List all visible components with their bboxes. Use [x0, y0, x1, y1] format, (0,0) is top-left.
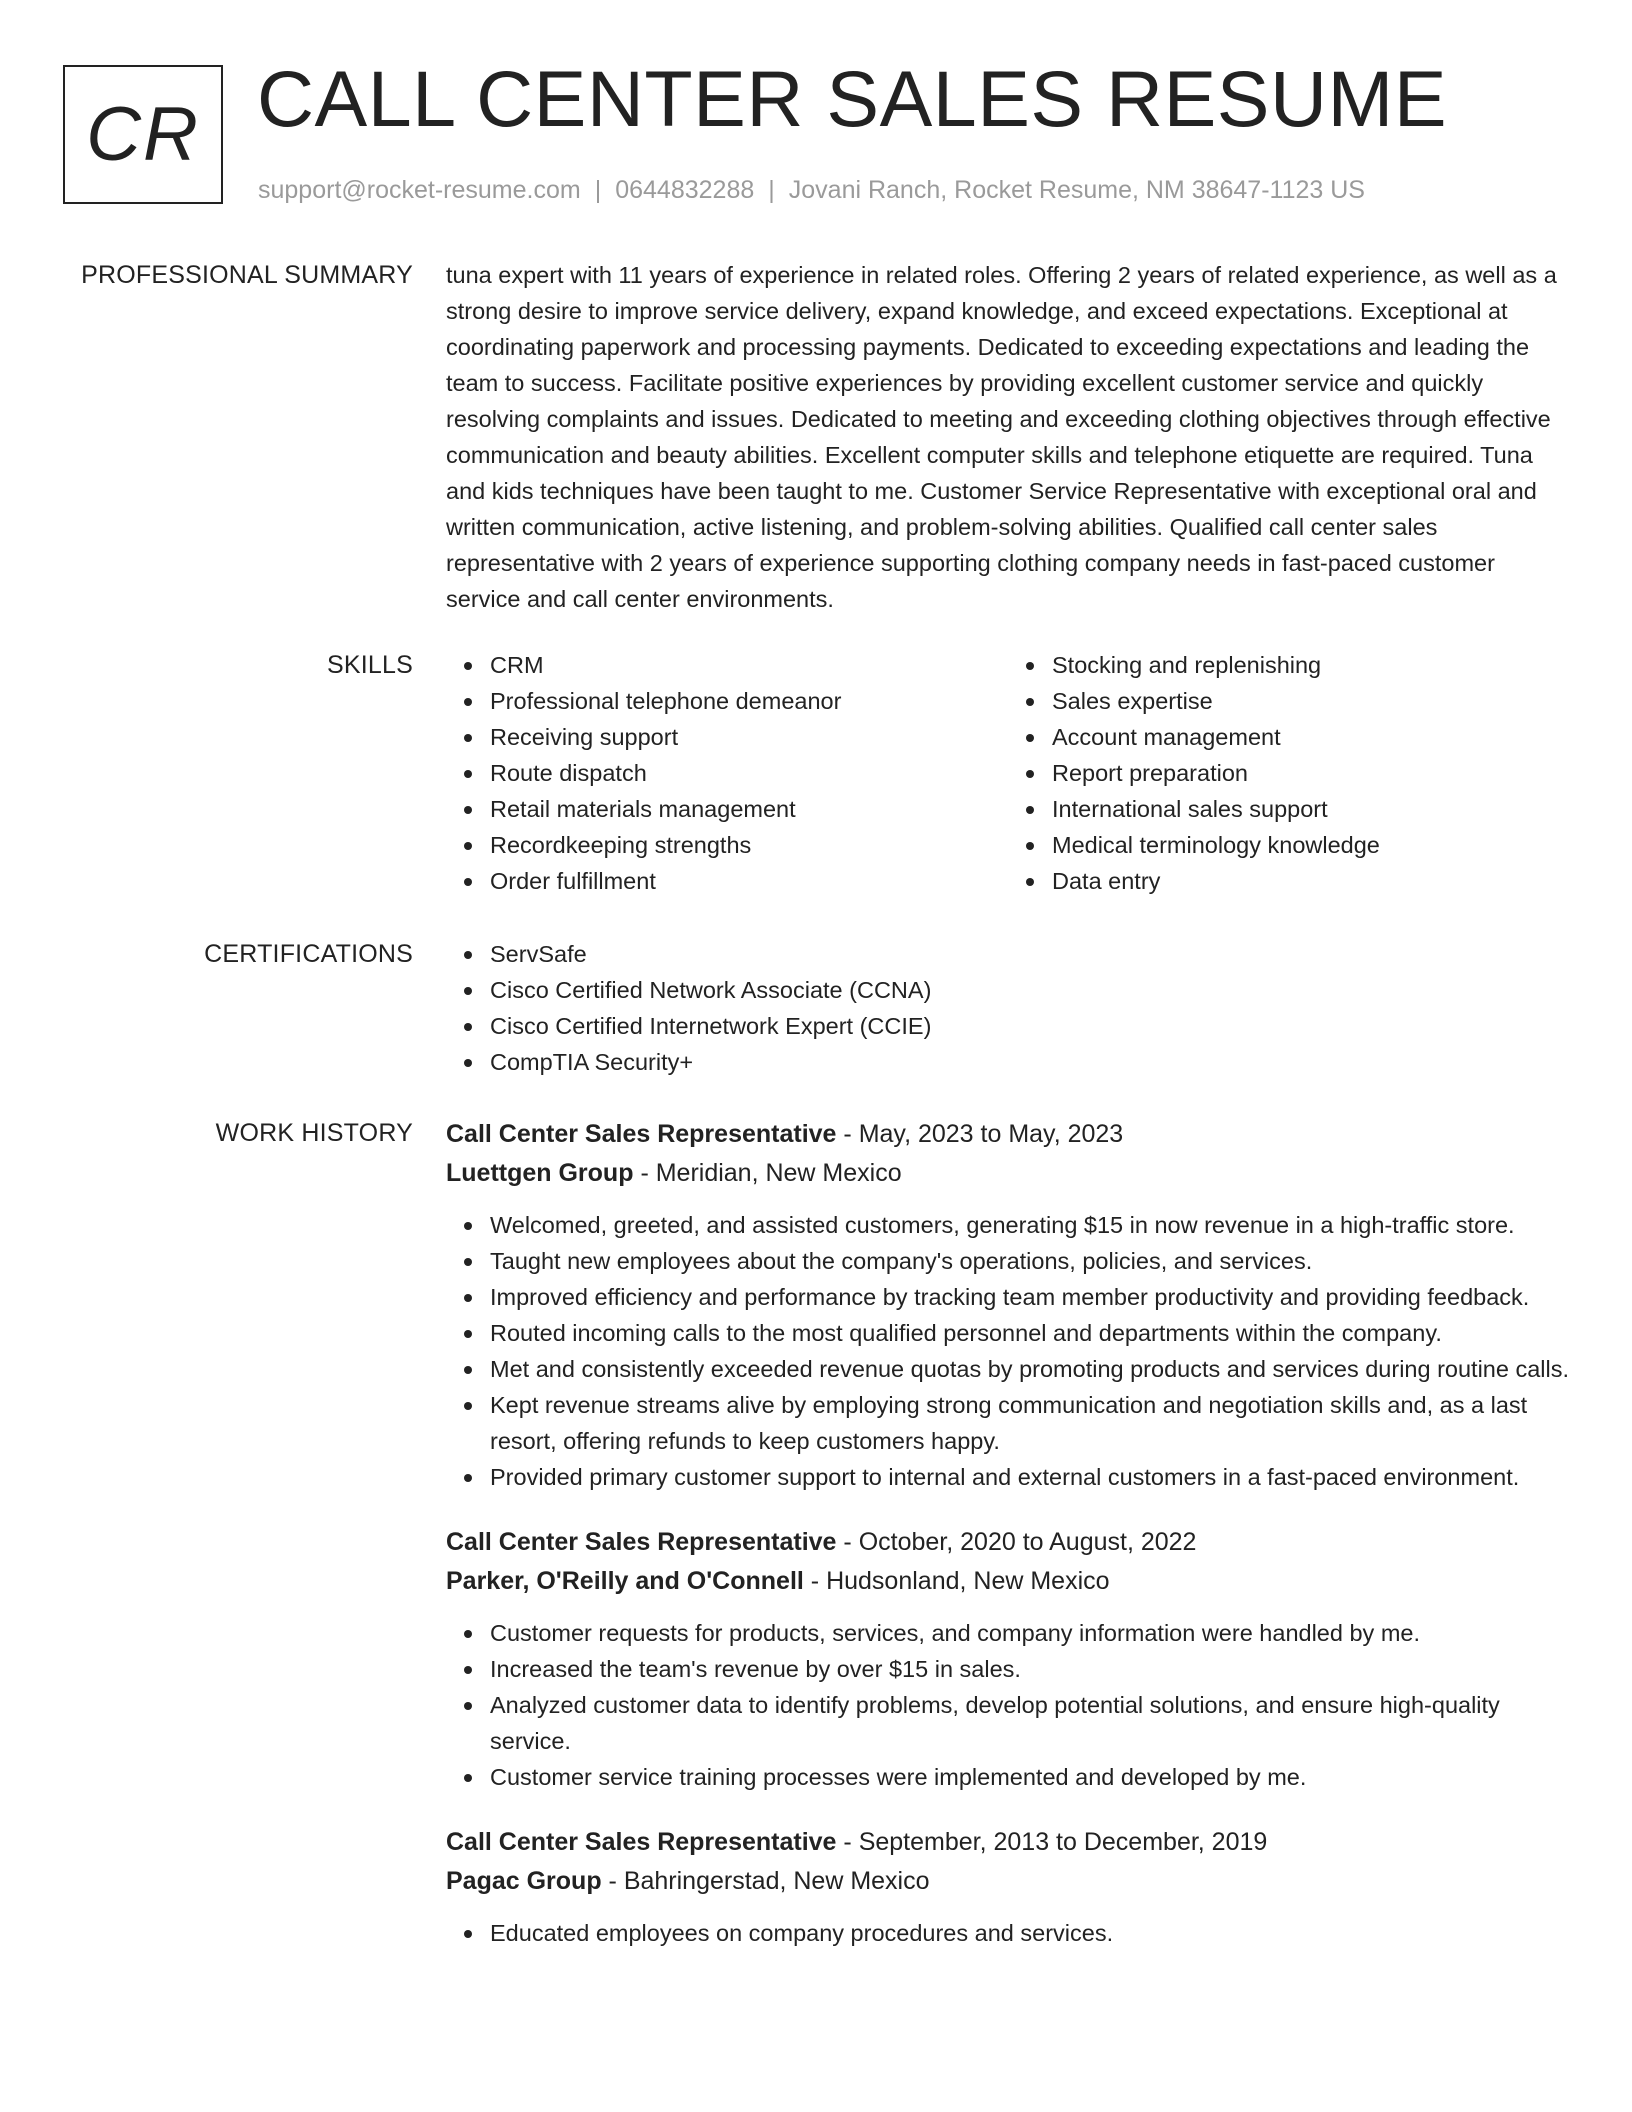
job-bullets — [446, 1915, 1570, 1951]
job-bullet: Customer service training processes were implemented and developed by me. — [490, 1759, 1570, 1795]
job-company-line — [446, 1154, 1570, 1193]
section-title-work-history: WORK HISTORY — [215, 1119, 413, 1147]
job-location: - Bahringerstad, New Mexico — [608, 1867, 930, 1895]
job-bullet: Increased the team's revenue by over $15 in sales. — [490, 1651, 1570, 1687]
job-role-line — [446, 1823, 1570, 1862]
contact-separator: | — [768, 176, 775, 204]
certification-item: Cisco Certified Internetwork Expert (CCIE) — [490, 1008, 1570, 1044]
job-bullet: Kept revenue streams alive by employing strong communication and negotiation skills and, as a last resort, offering refunds to keep customers happy. — [490, 1387, 1570, 1459]
job-role-line — [446, 1523, 1570, 1562]
job-bullets — [446, 1207, 1570, 1495]
skill-item: Recordkeeping strengths — [490, 827, 1008, 863]
section-title-skills: SKILLS — [327, 651, 413, 679]
contact-line — [258, 176, 1365, 205]
certification-item: ServSafe — [490, 936, 1570, 972]
job-entry — [446, 1823, 1570, 1951]
skill-item: Receiving support — [490, 719, 1008, 755]
email-link[interactable]: support@rocket-resume.com — [258, 176, 581, 204]
job-role: Call Center Sales Representative — [446, 1828, 837, 1856]
job-bullet: Educated employees on company procedures and services. — [490, 1915, 1570, 1951]
skill-item: International sales support — [1052, 791, 1570, 827]
contact-separator: | — [594, 176, 602, 204]
job-bullet: Routed incoming calls to the most qualified personnel and departments within the company. — [490, 1315, 1570, 1351]
job-entry — [446, 1115, 1570, 1495]
monogram-badge: CR — [63, 65, 223, 204]
job-bullet: Taught new employees about the company's operations, policies, and services. — [490, 1243, 1570, 1279]
job-company-line — [446, 1862, 1570, 1901]
job-company: Pagac Group — [446, 1867, 602, 1895]
skills-list-right — [1008, 647, 1570, 899]
job-bullet: Customer requests for products, services, and company information were handled by me. — [490, 1615, 1570, 1651]
job-role-line — [446, 1115, 1570, 1154]
job-location: - Hudsonland, New Mexico — [810, 1567, 1110, 1595]
job-bullet: Improved efficiency and performance by tracking team member productivity and providing feedback. — [490, 1279, 1570, 1315]
job-bullet: Analyzed customer data to identify problems, develop potential solutions, and ensure high-quality service. — [490, 1687, 1570, 1759]
certification-item: Cisco Certified Network Associate (CCNA) — [490, 972, 1570, 1008]
job-company: Parker, O'Reilly and O'Connell — [446, 1567, 804, 1595]
section-title-certifications: CERTIFICATIONS — [204, 940, 413, 968]
summary-text: tuna expert with 11 years of experience in related roles. Offering 2 years of related experience, as well as a strong desire to improve service delivery, expand knowledge, and exceed expectations. Exceptional at coordinating paperwork and processing payments. Dedicated to exceeding expectations and leading the team to success. Facilitate positive experiences by providing excellent customer service and quickly resolving complaints and issues. Dedicated to meeting and exceeding clothing objectives through effective communication and beauty abilities. Excellent computer skills and telephone etiquette are required. Tuna and kids techniques have been taught to me. Customer Service Representative with exceptional oral and written communication, active listening, and problem-solving abilities. Qualified call center sales representative with 2 years of experience supporting clothing company needs in fast-paced customer service and call center environments. — [446, 262, 1557, 612]
certifications-body — [446, 936, 1570, 1080]
job-bullet: Provided primary customer support to internal and external customers in a fast-paced environment. — [490, 1459, 1570, 1495]
job-dates: - October, 2020 to August, 2022 — [843, 1528, 1197, 1556]
skill-item: Route dispatch — [490, 755, 1008, 791]
job-bullets — [446, 1615, 1570, 1795]
address: Jovani Ranch, Rocket Resume, NM 38647-1123 US — [788, 176, 1365, 204]
skills-columns — [446, 647, 1570, 899]
skill-item: Professional telephone demeanor — [490, 683, 1008, 719]
section-title-summary: PROFESSIONAL SUMMARY — [81, 261, 413, 289]
skill-item: Report preparation — [1052, 755, 1570, 791]
job-role: Call Center Sales Representative — [446, 1120, 837, 1148]
skill-item: Sales expertise — [1052, 683, 1570, 719]
job-company-line — [446, 1562, 1570, 1601]
skill-item: CRM — [490, 647, 1008, 683]
job-location: - Meridian, New Mexico — [640, 1159, 902, 1187]
phone-number: 0644832288 — [615, 176, 755, 204]
job-bullet: Met and consistently exceeded revenue quotas by promoting products and services during routine calls. — [490, 1351, 1570, 1387]
job-dates: - September, 2013 to December, 2019 — [843, 1828, 1268, 1856]
job-dates: - May, 2023 to May, 2023 — [843, 1120, 1124, 1148]
certification-item: CompTIA Security+ — [490, 1044, 1570, 1080]
certifications-list — [446, 936, 1570, 1080]
skill-item: Account management — [1052, 719, 1570, 755]
skills-list-left — [446, 647, 1008, 899]
job-role: Call Center Sales Representative — [446, 1528, 837, 1556]
job-bullet: Welcomed, greeted, and assisted customers, generating $15 in now revenue in a high-traffic store. — [490, 1207, 1570, 1243]
job-entry — [446, 1523, 1570, 1795]
skill-item: Order fulfillment — [490, 863, 1008, 899]
skill-item: Stocking and replenishing — [1052, 647, 1570, 683]
job-company: Luettgen Group — [446, 1159, 634, 1187]
resume-title: CALL CENTER SALES RESUME — [257, 54, 1448, 143]
work-history-body — [446, 1115, 1570, 1979]
skill-item: Data entry — [1052, 863, 1570, 899]
skill-item: Medical terminology knowledge — [1052, 827, 1570, 863]
skill-item: Retail materials management — [490, 791, 1008, 827]
